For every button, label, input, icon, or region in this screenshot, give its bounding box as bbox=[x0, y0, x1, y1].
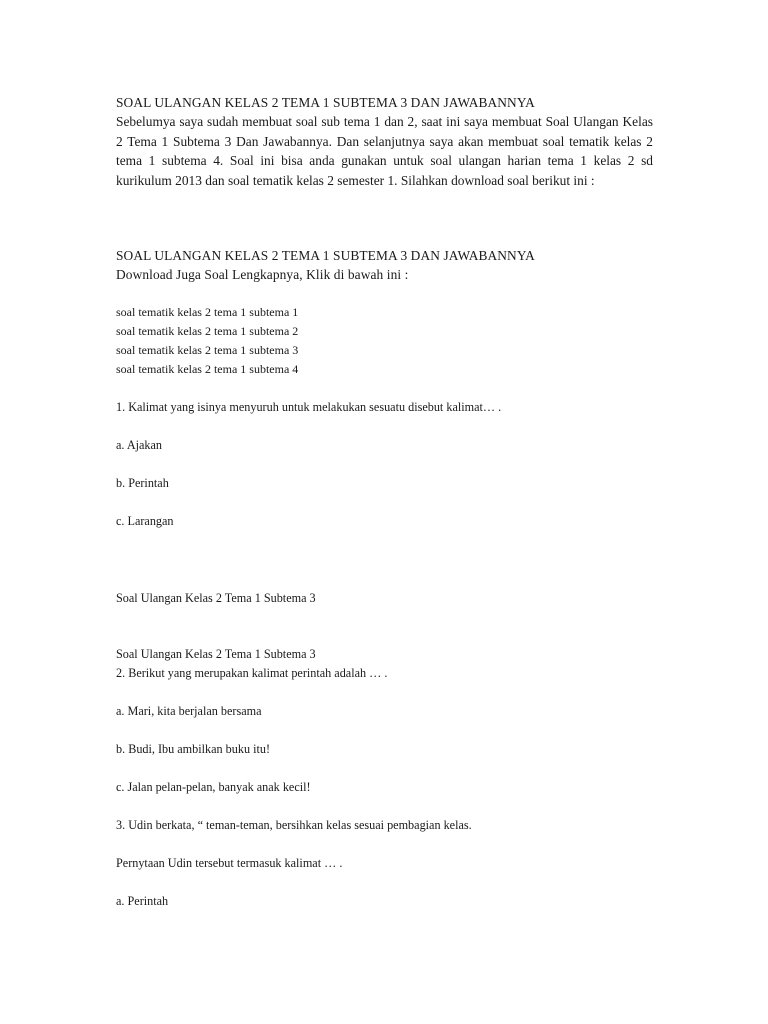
image-caption: Soal Ulangan Kelas 2 Tema 1 Subtema 3 bbox=[116, 591, 316, 605]
question-3-statement: Pernytaan Udin tersebut termasuk kalimat … . bbox=[116, 856, 343, 870]
section2-title: SOAL ULANGAN KELAS 2 TEMA 1 SUBTEMA 3 DAN JAWABANNYA bbox=[116, 248, 535, 263]
question-2-option-a: a. Mari, kita berjalan bersama bbox=[116, 704, 262, 718]
subtema-link[interactable]: soal tematik kelas 2 tema 1 subtema 3 bbox=[116, 343, 299, 357]
download-prompt: Download Juga Soal Lengkapnya, Klik di bawah ini : bbox=[116, 267, 409, 282]
question-2-option-c: c. Jalan pelan-pelan, banyak anak kecil! bbox=[116, 780, 311, 794]
question-1: 1. Kalimat yang isinya menyuruh untuk melakukan sesuatu disebut kalimat… . bbox=[116, 400, 502, 414]
question-3: 3. Udin berkata, “ teman-teman, bersihkan kelas sesuai pembagian kelas. bbox=[116, 818, 472, 832]
section1-intro-paragraph: Sebelumya saya sudah membuat soal sub tema 1 dan 2, saat ini saya membuat Soal Ulangan Kelas 2 Tema 1 Subtema 3 Dan Jawabannya. Dan selanjutnya saya akan membuat soal tematik kelas 2 tema 1 subtema 4. Soal ini bisa anda gunakan untuk soal ulangan harian tema 1 kelas 2 sd kurikulum 2013 dan soal tematik kelas 2 semester 1. Silahkan download soal berikut ini : bbox=[116, 114, 653, 188]
question-1-option-c: c. Larangan bbox=[116, 514, 174, 528]
image-caption-repeat: Soal Ulangan Kelas 2 Tema 1 Subtema 3 bbox=[116, 647, 316, 661]
question-1-option-b: b. Perintah bbox=[116, 476, 169, 490]
section1-title: SOAL ULANGAN KELAS 2 TEMA 1 SUBTEMA 3 DAN JAWABANNYA bbox=[116, 95, 535, 110]
question-3-option-a: a. Perintah bbox=[116, 894, 169, 908]
subtema-link[interactable]: soal tematik kelas 2 tema 1 subtema 2 bbox=[116, 324, 299, 338]
subtema-link-list bbox=[116, 303, 298, 379]
question-2: 2. Berikut yang merupakan kalimat perintah adalah … . bbox=[116, 666, 388, 680]
subtema-link[interactable]: soal tematik kelas 2 tema 1 subtema 4 bbox=[116, 362, 299, 376]
question-1-option-a: a. Ajakan bbox=[116, 438, 163, 452]
question-2-option-b: b. Budi, Ibu ambilkan buku itu! bbox=[116, 742, 271, 756]
subtema-link[interactable]: soal tematik kelas 2 tema 1 subtema 1 bbox=[116, 305, 299, 319]
